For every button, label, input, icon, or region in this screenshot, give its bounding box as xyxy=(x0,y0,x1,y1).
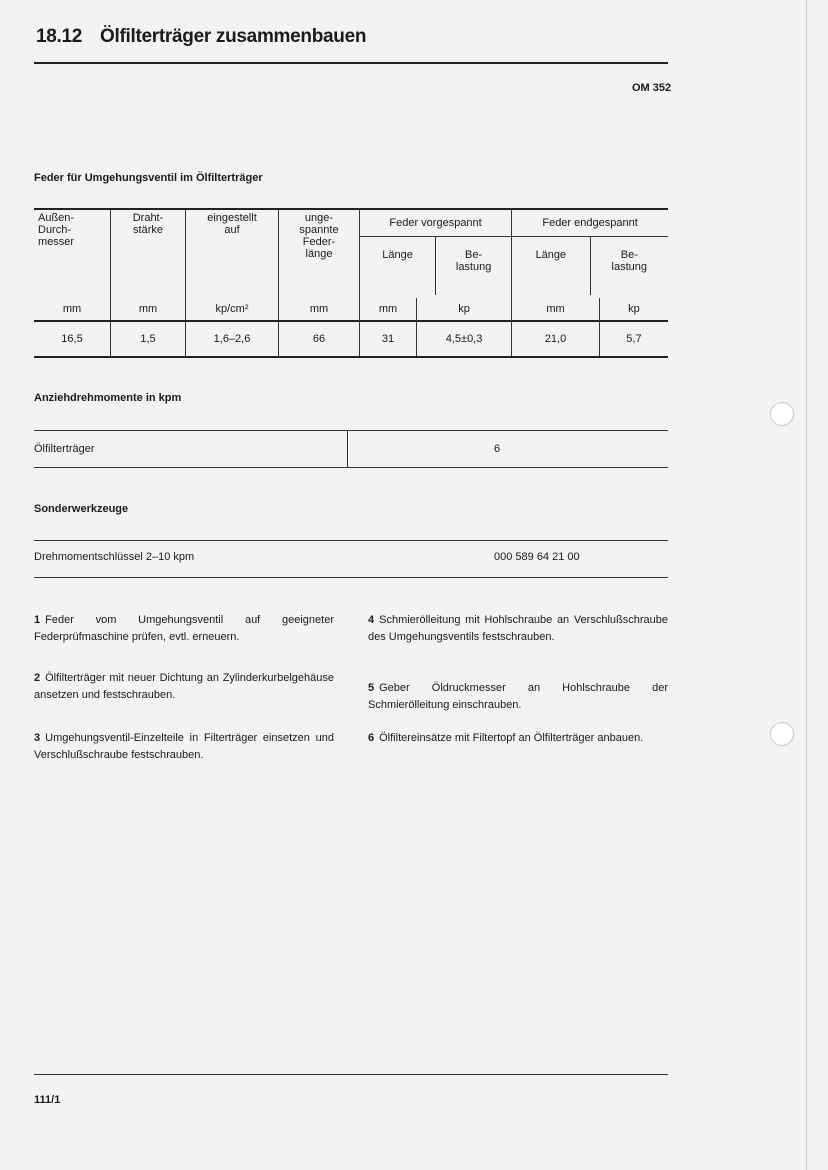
torque-value: 6 xyxy=(494,443,501,455)
unit-cell: kp xyxy=(416,298,511,321)
unit-cell: mm xyxy=(360,298,417,321)
value-cell: 66 xyxy=(279,321,360,357)
tools-title: Sonderwerkzeuge xyxy=(34,503,129,515)
table-units-row xyxy=(34,298,668,321)
value-cell: 31 xyxy=(360,321,417,357)
binder-hole xyxy=(770,402,794,426)
step-text: Ölfiltereinsätze mit Filtertopf an Ölfilterträger anbauen. xyxy=(379,732,644,744)
section-title: Ölfilterträger zusammenbauen xyxy=(100,26,367,47)
step-text: Schmierölleitung mit Hohlschraube an Verschlußschraube des Umgehungsventils festschrauben. xyxy=(368,614,668,643)
page-title xyxy=(36,26,366,48)
step-5 xyxy=(368,680,668,714)
unit-cell: mm xyxy=(111,298,186,321)
tool-row xyxy=(34,540,668,578)
torque-row xyxy=(34,430,668,468)
section-number: 18.12 xyxy=(36,26,83,47)
step-1 xyxy=(34,612,334,646)
header-wire-thickness: Draht- stärke xyxy=(111,210,186,298)
step-number: 5 xyxy=(368,682,375,694)
unit-cell: mm xyxy=(34,298,111,321)
table-header-row xyxy=(34,210,668,298)
footer-rule xyxy=(34,1074,668,1075)
torque-divider xyxy=(347,431,348,467)
header-group-end xyxy=(512,210,668,298)
value-cell: 21,0 xyxy=(512,321,600,357)
header-group-pre xyxy=(360,210,512,298)
header-pre-length: Länge xyxy=(382,249,413,261)
step-number: 2 xyxy=(34,672,41,684)
unit-cell: mm xyxy=(512,298,600,321)
step-number: 4 xyxy=(368,614,375,626)
step-3 xyxy=(34,730,334,764)
engine-model: OM 352 xyxy=(632,82,672,94)
page-number: 111/1 xyxy=(34,1094,61,1106)
binder-hole xyxy=(770,722,794,746)
value-cell: 16,5 xyxy=(34,321,111,357)
table-values-row xyxy=(34,321,668,357)
tool-part-number: 000 589 64 21 00 xyxy=(494,551,580,563)
group-end-sub xyxy=(512,236,668,295)
title-rule xyxy=(34,62,668,64)
value-cell: 1,5 xyxy=(111,321,186,357)
value-cell: 4,5±0,3 xyxy=(416,321,511,357)
unit-cell: kp/cm² xyxy=(186,298,279,321)
step-6 xyxy=(368,730,668,747)
header-outer-diameter: Außen- Durch- messer xyxy=(38,212,75,248)
step-text: Feder vom Umgehungsventil auf geeigneter Federprüfmaschine prüfen, evtl. erneuern. xyxy=(34,614,334,643)
step-4 xyxy=(368,612,668,646)
page-edge xyxy=(806,0,807,1170)
group-end-label: Feder endgespannt xyxy=(542,217,638,229)
header-end-length: Länge xyxy=(535,249,567,261)
torque-title: Anziehdrehmomente in kpm xyxy=(34,392,182,404)
unit-cell: mm xyxy=(279,298,360,321)
header-free-length: unge- spannte Feder- länge xyxy=(279,210,360,298)
step-number: 1 xyxy=(34,614,41,626)
header-pre-load: Be- lastung xyxy=(435,237,511,295)
step-number: 6 xyxy=(368,732,375,744)
header-set-pressure: eingestellt auf xyxy=(186,210,279,298)
spring-spec-table xyxy=(34,210,668,358)
step-number: 3 xyxy=(34,732,41,744)
step-2 xyxy=(34,670,334,704)
torque-label: Ölfilterträger xyxy=(34,443,95,455)
step-text: Ölfilterträger mit neuer Dichtung an Zylinderkurbelgehäuse ansetzen und festschrauben. xyxy=(34,672,334,701)
spring-table-title: Feder für Umgehungsventil im Ölfilterträger xyxy=(34,172,263,184)
tool-label: Drehmomentschlüssel 2–10 kpm xyxy=(34,551,195,563)
header-end-load: Be- lastung xyxy=(590,237,668,295)
group-pre-sub xyxy=(360,236,511,295)
value-cell: 5,7 xyxy=(599,321,668,357)
step-text: Umgehungsventil-Einzelteile in Filterträger einsetzen und Verschlußschraube festschrauben. xyxy=(34,732,334,761)
step-text: Geber Öldruckmesser an Hohlschraube der Schmierölleitung einschrauben. xyxy=(368,682,668,711)
value-cell: 1,6–2,6 xyxy=(186,321,279,357)
group-pre-label: Feder vorgespannt xyxy=(389,217,482,229)
unit-cell: kp xyxy=(599,298,668,321)
